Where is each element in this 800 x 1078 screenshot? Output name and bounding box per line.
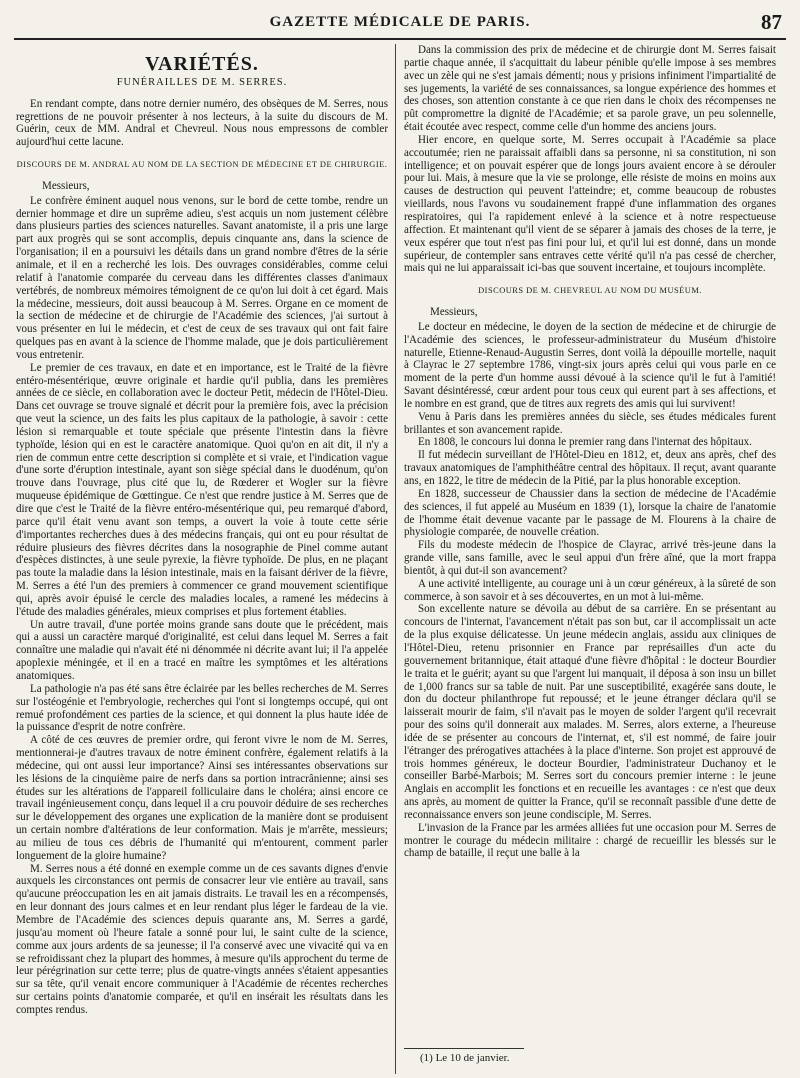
intro-paragraph: En rendant compte, dans notre dernier numéro, des obsèques de M. Serres, nous regrettions de ne pouvoir présenter à nos lecteurs, à la suite du discours de M. Guérin, ceux de MM. Andral et Chevreul. Nous nous empressons de combler aujourd'hui cette lacune. [16, 97, 388, 149]
paragraph: Venu à Paris dans les premières années du siècle, ses études médicales furent brillantes et son avancement rapide. [404, 410, 776, 436]
section-title: VARIÉTÉS. [145, 53, 259, 75]
paragraph: A côté de ces œuvres de premier ordre, qui feront vivre le nom de M. Serres, mentionnerai-je d'autres travaux de notre éminent confrère, également relatifs à la médecine, qui ont aussi leur importance? Ainsi ses intéressantes observations sur les lésions de la cinquième paire de nerfs dans sa portion intracrânienne; ainsi ses études sur les altérations de l'appareil folliculaire dans le choléra; ainsi encore ce travail ingénieusement conçu, dans lequel il a cru pouvoir déduire de ses recherches sur le développement des organes une explication de la manière dont se produisent un certain nombre d'altérations de leur conformation. Mais je m'arrête, messieurs; au milieu de tous ces débris de l'humanité qui m'entourent, comment parler longuement de la gloire humaine? [16, 734, 388, 862]
paragraph: A une activité intelligente, au courage uni à un cœur généreux, à la sûreté de son commerce, à son savoir et à ses découvertes, en un mot à lui-même. [404, 577, 776, 603]
paragraph: Hier encore, en quelque sorte, M. Serres occupait à l'Académie sa place accoutumée; rien ne paraissait affaibli dans sa personne, ni sa constitution, ni son intelligence; et on pouvait espérer que de longs jours avaient encore à se dérouler pour lui. Mais, à mesure que la vie se prolonge, elle résiste de moins en moins aux causes de destruction qui peuvent l'atteindre; et, comme beaucoup de robustes vieillards, nous l'avons vu soudainement frappé d'une inflammation des organes respiratoires, qui l'a rapidement enlevé à la science et à notre respectueuse affection. Et maintenant qu'il vient de se séparer à jamais des choses de la terre, je veux espérer que tout n'est pas fini pour lui, et qu'il lui est donné, dans un monde supérieur, de contempler sans entraves cette vérité qu'il n'a pas cessé de chercher, mais qui ne lui apparaissait ici-bas que souvent incertaine, et toujours incomplète. [404, 133, 776, 275]
left-column [16, 44, 388, 1074]
salutation: Messieurs, [430, 306, 478, 319]
page-number: 87 [761, 10, 782, 34]
footnote: (1) Le 10 de janvier. [420, 1052, 510, 1064]
page-header [14, 8, 786, 40]
paragraph: La pathologie n'a pas été sans être éclairée par les belles recherches de M. Serres sur l'ostéogénie et l'embryologie, recherches qui l'ont si longtemps occupé, qui ont remué profondément ces parties de la science, et qui donnent la plus haute idée de la puissance d'esprit de notre confrère. [16, 682, 388, 734]
paragraph: Le docteur en médecine, le doyen de la section de médecine et de chirurgie de l'Académie des sciences, le professeur-administrateur du Muséum d'histoire naturelle, Etienne-Renaud-Augustin Serres, dont voilà la dépouille mortelle, naquit à Clayrac le 27 septembre 1786, vingt-six jours après celui qui vous parle en ce moment de la perte d'un homme aussi dévoué à la science qu'il le fut à l'amitié! Savant désintéressé, cœur ardent pour tous ceux qui eurent part à ses affections, et le nombre en est grand, que de titres aux regrets des amis qui lui survivent! [404, 320, 776, 410]
salutation: Messieurs, [42, 179, 90, 192]
discours-heading: DISCOURS DE M. ANDRAL AU NOM DE LA SECTION DE MÉDECINE ET DE CHIRURGIE. [16, 160, 388, 170]
paragraph: Il fut médecin surveillant de l'Hôtel-Dieu en 1812, et, deux ans après, chef des travaux anatomiques de l'amphithéâtre central des hôpitaux. Il reçut, avant quarante ans, en 1822, le titre de médecin de la Pitié, par la plus honorable exception. [404, 449, 776, 487]
discours-heading: DISCOURS DE M. CHEVREUL AU NOM DU MUSÉUM. [478, 286, 702, 296]
column-divider [395, 44, 396, 1074]
paragraph: Le confrère éminent auquel nous venons, sur le bord de cette tombe, rendre un dernier hommage et dire un suprême adieu, s'est acquis un nom justement célèbre dans plusieurs parties des sciences naturelles. Savant anatomiste, il a pris une large part aux progrès qui se sont accomplis, depuis cinquante ans, dans la science de l'organisation; il en a poursuivi les détails dans un grand nombre d'êtres de la série animale, et il en a recherché les lois. Des ouvrages considérables, comme celui relatif à l'anatomie comparée du cerveau dans les différentes classes d'animaux vertébrés, de nombreux mémoires témoignent de ce qu'on lui doit à cet égard. Mais la médecine, messieurs, doit aussi beaucoup à M. Serres. Organe en ce moment de la section de médecine et de chirurgie de l'Académie des sciences, j'ai surtout à vous présenter en lui le médecin, et c'est de ceux de ses travaux qui ont fait faire quelques pas en avant à la science de l'homme malade, que je dois particulièrement vous entretenir. [16, 194, 388, 361]
paragraph: Le premier de ces travaux, en date et en importance, est le Traité de la fièvre entéro-mésentérique, œuvre originale et hardie qu'il publia, dans les premières années de ce siècle, en collaboration avec le docteur Petit, médecin de l'Hôtel-Dieu. Dans cet ouvrage se trouve signalé et décrit pour la première fois, avec la précision que veut la science, un des faits les plus capitaux de la pathologie, à savoir : cette lésion si remarquable et toute spéciale que présente l'intestin dans la fièvre typhoïde, lésion qui en est le caractère anatomique. Quoi qu'on en ait dit, il n'y a rien de commun entre cette description si complète et si vraie, et l'indication vague d'une sorte d'éruption intestinale, ayant son siège spécial dans le duodénum, qu'on trouve dans l'ouvrage, plus cité que lu, de Rœderer et Wogler sur la fièvre muqueuse épidémique de Gœttingue. Ce n'est que rendre justice à M. Serres que de dire que c'est le Traité de la fièvre entéro-mésentérique qui, peu remarqué d'abord, parce qu'il était venu avant son temps, a ouvert la voie à toute cette série d'importantes recherches dues à des médecins français, qui ont eu pour résultat de réduire plusieurs des fièvres décrites dans la nosographie de Pinel comme autant d'espèces distinctes, à une seule pyrexie, la fièvre typhoïde. De plus, en ne plaçant pas toute la maladie dans la lésion intestinale, mais en la faisant dériver de la fièvre, M. Serres a été l'un des premiers à commencer ce grand mouvement scientifique qui, après avoir épuisé le cercle des maladies locales, a ramené les médecins à l'étude des maladies générales, mieux comprises et plus fortement établies. [16, 361, 388, 618]
footnote-rule [404, 1048, 524, 1049]
article-subtitle: FUNÉRAILLES DE M. SERRES. [116, 76, 288, 88]
right-column [404, 44, 776, 1044]
paragraph: En 1828, successeur de Chaussier dans la section de médecine de l'Académie des sciences, il fut appelé au Muséum en 1839 (1), lorsque la chaire de l'anatomie de l'homme était devenue vacante par le passage de M. Flourens à la chaire de physiologie comparée, de nouvelle création. [404, 487, 776, 539]
paragraph: Fils du modeste médecin de l'hospice de Clayrac, arrivé très-jeune dans la grande ville, sans famille, avec le seul appui d'un frère aîné, que la mort frappa bientôt, à qui dut-il son avancement? [404, 539, 776, 577]
paragraph: Son excellente nature se dévoila au début de sa carrière. En se présentant au concours de l'internat, l'avancement n'était pas son but, car il accomplissait un acte de la plus exquise délicatesse. Un jeune médecin anglais, assidu aux cliniques de l'Hôtel-Dieu, retenu prisonnier en France par représailles d'un acte du gouvernement britannique, était attaqué d'une fièvre d'hôpital : le docteur Bourdier le traita et le guérit; ayant su que l'argent lui manquait, il déposa à son insu un billet de 1,000 francs sur sa table de nuit. Par une susceptibilité, exagérée sans doute, le don du docteur philanthrope fut repoussé; et le jeune étranger déclara qu'il se laisserait mourir de faim, s'il n'avait pas le moyen de solder l'argent qu'il recevrait pour des soins qu'il donnerait aux malades. M. Serres, alors externe, a l'heureuse idée de se présenter au concours de l'internat, et, s'il est nommé, de faire jouir l'étranger des prérogatives attachées à la place d'interne. Son projet est approuvé de trois hommes généreux, le docteur Bourdier, l'administrateur Duchanoy et le conseiller Barbé-Marbois; M. Serres sort du concours premier interne : le jeune Anglais en accomplit les fonctions et en recueille les avantages : ce n'est que deux ans après, au moment de quitter la France, qu'il se reconnaît passible d'une dette de reconnaissance envers son jeune condisciple, M. Serres. [404, 603, 776, 821]
paragraph: En 1808, le concours lui donna le premier rang dans l'internat des hôpitaux. [418, 436, 752, 449]
paragraph: L'invasion de la France par les armées alliées fut une occasion pour M. Serres de montrer le courage du médecin militaire : chargé de recueillir les blessés sur le champ de bataille, il reçut une balle à la [404, 821, 776, 860]
paragraph: M. Serres nous a été donné en exemple comme un de ces savants dignes d'envie auxquels les circonstances ont permis de consacrer leur vie entière au travail, sans qu'aucune préoccupation les en ait jamais distraits. Le travail les en a récompensés, en leur donnant des jours calmes et en leur rendant plus léger le fardeau de la vie. Membre de l'Académie des sciences depuis quarante ans, M. Serres a gardé, jusqu'au moment où l'heure fatale a sonné pour lui, le saint culte de la science, comme aux jours ardents de sa jeunesse; il l'a conservé avec une vivacité qui va en se refroidissant chez la plupart des hommes, à mesure qu'ils approchent du terme de leur pérégrination sur cette terre; plus de quatre-vingts années s'étaient appesanties sur sa tête, qu'il venait encore communiquer à l'Académie de récentes recherches sur certains points d'anatomie comparée, et qu'il en insérait les résultats dans les comptes rendus. [16, 862, 388, 1016]
paragraph: Dans la commission des prix de médecine et de chirurgie dont M. Serres faisait partie chaque année, il s'acquittait du labeur pénible qu'elle impose à ses membres avec un zèle qui ne s'est jamais démenti; nous y prisions infiniment l'impartialité de ses jugements, la variété de ses connaissances, sa longue expérience des hommes et des choses, son attention constante à ce que rien dans le choix des récompenses ne pût compromettre la dignité de l'Académie; et sa parole grave, un peu solennelle, était écoutée avec respect, comme celle d'un homme des anciens jours. [404, 44, 776, 134]
paragraph: Un autre travail, d'une portée moins grande sans doute que le précédent, mais qui a aussi un caractère marqué d'originalité, est celui dans lequel M. Serres a fait connaître une maladie qui n'avait été ni dénommée ni décrite avant lui; il l'a appelée apoplexie méningée, et il en a tracé en maître les symptômes et les altérations anatomiques. [16, 618, 388, 682]
journal-title: GAZETTE MÉDICALE DE PARIS. [269, 14, 531, 30]
